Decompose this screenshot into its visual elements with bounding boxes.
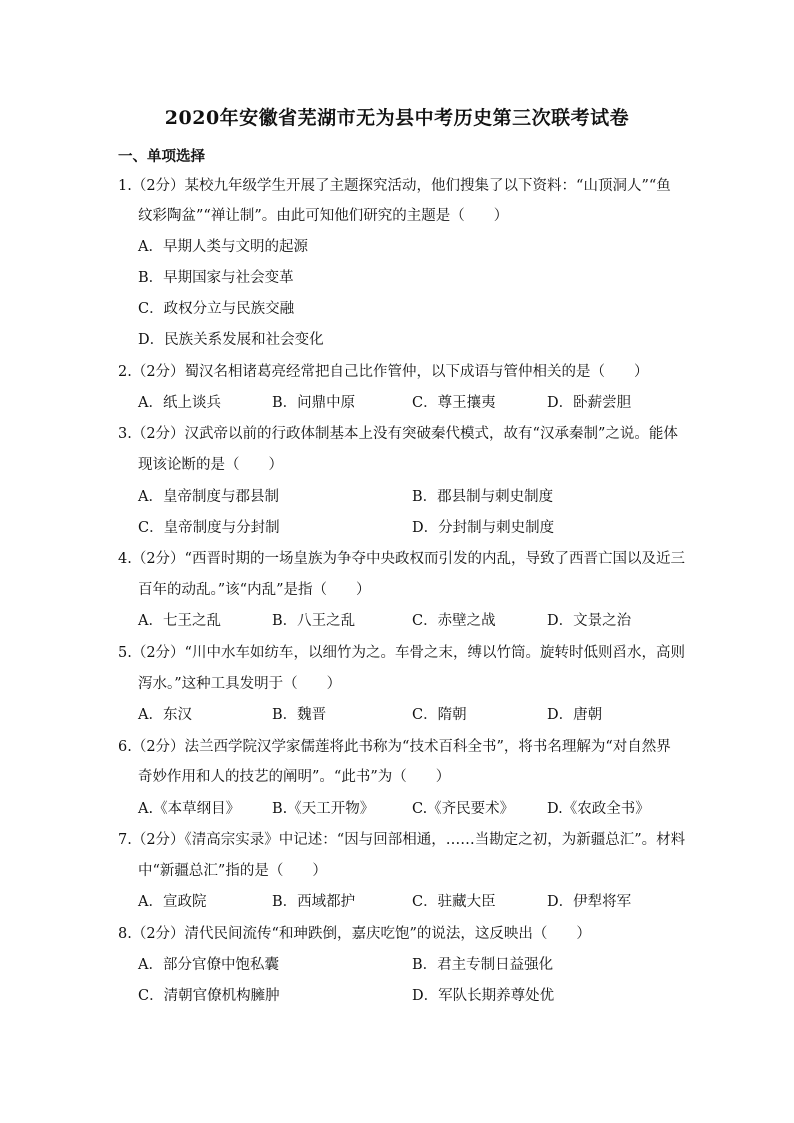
question-8-stem: 8.（2分）清代民间流传“和珅跌倒，嘉庆吃饱”的说法，这反映出（ ） (118, 926, 591, 942)
section-heading: 一、单项选择 (118, 148, 205, 165)
question-8-option-b: B．君主专制日益强化 (412, 957, 554, 973)
question-5-stem: 5.（2分）“川中水车如纺车，以细竹为之。车骨之末，缚以竹筒。旋转时低则舀水，高则 (118, 645, 685, 661)
question-2-option-c: C．尊王攘夷 (412, 395, 496, 411)
question-2-option-a: A．纸上谈兵 (138, 395, 221, 411)
question-3-option-b: B．郡县制与刺史制度 (412, 489, 554, 505)
question-3-option-a: A．皇帝制度与郡县制 (138, 489, 279, 505)
question-7-option-a: A．宣政院 (138, 894, 207, 910)
question-5-option-b: B．魏晋 (272, 707, 327, 723)
question-8-option-a: A．部分官僚中饱私囊 (138, 957, 279, 973)
question-4-option-d: D．文景之治 (547, 613, 632, 629)
question-6-option-c: C.《齐民要术》 (412, 801, 515, 817)
question-4-option-a: A．七王之乱 (138, 613, 221, 629)
question-7-stem-cont: 中“新疆总汇”指的是（ ） (138, 863, 327, 879)
question-3-stem-cont: 现该论断的是（ ） (138, 457, 283, 473)
question-3-option-c: C．皇帝制度与分封制 (138, 520, 280, 536)
question-5-option-c: C．隋朝 (412, 707, 467, 723)
question-4-stem: 4.（2分）“西晋时期的一场皇族为争夺中央政权而引发的内乱，导致了西晋亡国以及近三 (118, 551, 685, 567)
question-3-option-d: D．分封制与刺史制度 (412, 520, 555, 536)
question-2-option-b: B．问鼎中原 (272, 395, 356, 411)
question-5-option-a: A．东汉 (138, 707, 192, 723)
question-1-stem-cont: 纹彩陶盆”“禅让制”。由此可知他们研究的主题是（ ） (138, 208, 509, 224)
question-1-option-b: B．早期国家与社会变革 (138, 270, 294, 286)
exam-title: 2020年安徽省芜湖市无为县中考历史第三次联考试卷 (164, 107, 630, 129)
question-2-stem: 2.（2分）蜀汉名相诸葛亮经常把自己比作管仲，以下成语与管仲相关的是（ ） (118, 364, 649, 380)
question-3-stem: 3.（2分）汉武帝以前的行政体制基本上没有突破秦代模式，故有“汉承秦制”之说。能体 (118, 426, 678, 442)
question-7-option-c: C．驻藏大臣 (412, 894, 496, 910)
question-6-stem-cont: 奇妙作用和人的技艺的阐明”。“此书”为（ ） (138, 769, 451, 785)
question-7-stem: 7.（2分）《清高宗实录》中记述：“因与回部相通，……当勘定之初，为新疆总汇”。材料 (118, 832, 686, 848)
question-7-option-b: B．西域都护 (272, 894, 356, 910)
question-6-stem: 6.（2分）法兰西学院汉学家儒莲将此书称为“技术百科全书”，将书名理解为“对自然界 (118, 739, 671, 755)
question-1-option-d: D．民族关系发展和社会变化 (138, 332, 324, 348)
question-8-option-c: C．清朝官僚机构臃肿 (138, 988, 280, 1004)
question-8-option-d: D．军队长期养尊处优 (412, 988, 555, 1004)
question-6-option-b: B.《天工开物》 (272, 801, 375, 817)
question-4-option-c: C．赤壁之战 (412, 613, 496, 629)
question-2-option-d: D．卧薪尝胆 (547, 395, 632, 411)
question-6-option-d: D.《农政全书》 (547, 801, 650, 817)
question-1-option-c: C．政权分立与民族交融 (138, 301, 295, 317)
question-1-stem: 1.（2分）某校九年级学生开展了主题探究活动，他们搜集了以下资料：“山顶洞人”“鱼 (118, 178, 671, 194)
question-7-option-d: D．伊犁将军 (547, 894, 632, 910)
question-4-stem-cont: 百年的动乱。”该“内乱”是指（ ） (138, 582, 371, 598)
question-5-stem-cont: 泻水。”这种工具发明于（ ） (138, 676, 342, 692)
question-6-option-a: A.《本草纲目》 (138, 801, 241, 817)
question-5-option-d: D．唐朝 (547, 707, 603, 723)
question-4-option-b: B．八王之乱 (272, 613, 356, 629)
question-1-option-a: A．早期人类与文明的起源 (138, 239, 308, 255)
